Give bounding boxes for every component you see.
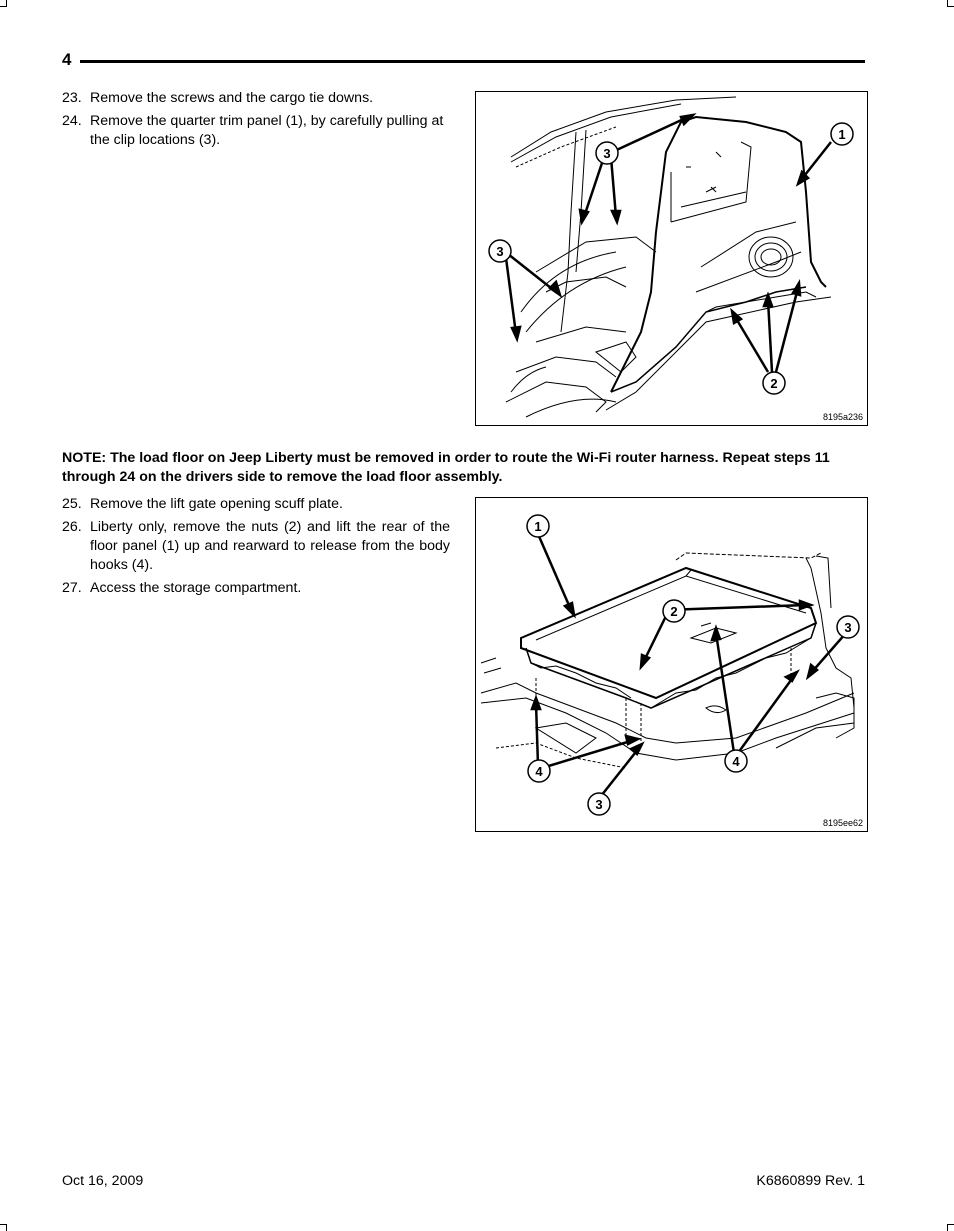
step-text: Access the storage compartment.: [90, 580, 302, 596]
callout-label: 4: [732, 754, 740, 769]
step-number: 23.: [62, 90, 82, 106]
step-text: Liberty only, remove the nuts (2) and lift the rear of the floor panel (1) up and rearward to release from the body hooks (4).: [90, 519, 450, 573]
step-item: [62, 112, 450, 150]
figure-quarter-trim-panel: [475, 91, 868, 426]
step-item: [62, 518, 450, 575]
step-number: 27.: [62, 580, 82, 596]
callout-label: 2: [770, 376, 778, 391]
figure-code: 8195ee62: [822, 818, 863, 828]
footer-document-id: K6860899 Rev. 1: [756, 1173, 865, 1189]
steps-list-1: [62, 89, 450, 154]
crop-mark-top-right: [947, 0, 954, 7]
page-number: 4: [62, 50, 72, 69]
step-number: 24.: [62, 113, 82, 129]
quarter-trim-illustration: [476, 92, 867, 425]
note-text: NOTE: The load floor on Jeep Liberty must be removed in order to route the Wi-Fi router harness. Repeat steps 11 through 24 on the drivers side to remove the load floor assembly.: [62, 450, 830, 485]
header-rule: [80, 60, 865, 63]
crop-mark-top-left: [0, 0, 7, 7]
callout-label: 3: [603, 146, 611, 161]
steps-list-2: [62, 495, 450, 602]
step-item: [62, 89, 450, 108]
step-text: Remove the quarter trim panel (1), by carefully pulling at the clip locations (3).: [90, 113, 444, 148]
callout-label: 1: [838, 127, 846, 142]
callout-label: 3: [595, 797, 603, 812]
callout-label: 4: [535, 764, 543, 779]
step-item: [62, 579, 450, 598]
step-text: Remove the screws and the cargo tie downs.: [90, 90, 374, 106]
step-number: 26.: [62, 519, 82, 535]
crop-mark-bottom-right: [947, 1224, 954, 1231]
callout-label: 2: [670, 604, 678, 619]
callout-label: 1: [534, 519, 542, 534]
crop-mark-bottom-left: [0, 1224, 7, 1231]
footer-date: Oct 16, 2009: [62, 1173, 144, 1189]
load-floor-illustration: [476, 498, 867, 831]
step-text: Remove the lift gate opening scuff plate.: [90, 496, 343, 512]
callout-label: 3: [844, 620, 852, 635]
step-item: [62, 495, 450, 514]
callout-label: 3: [496, 244, 504, 259]
figure-code: 8195a236: [822, 412, 863, 422]
step-number: 25.: [62, 496, 82, 512]
figure-load-floor: [475, 497, 868, 832]
